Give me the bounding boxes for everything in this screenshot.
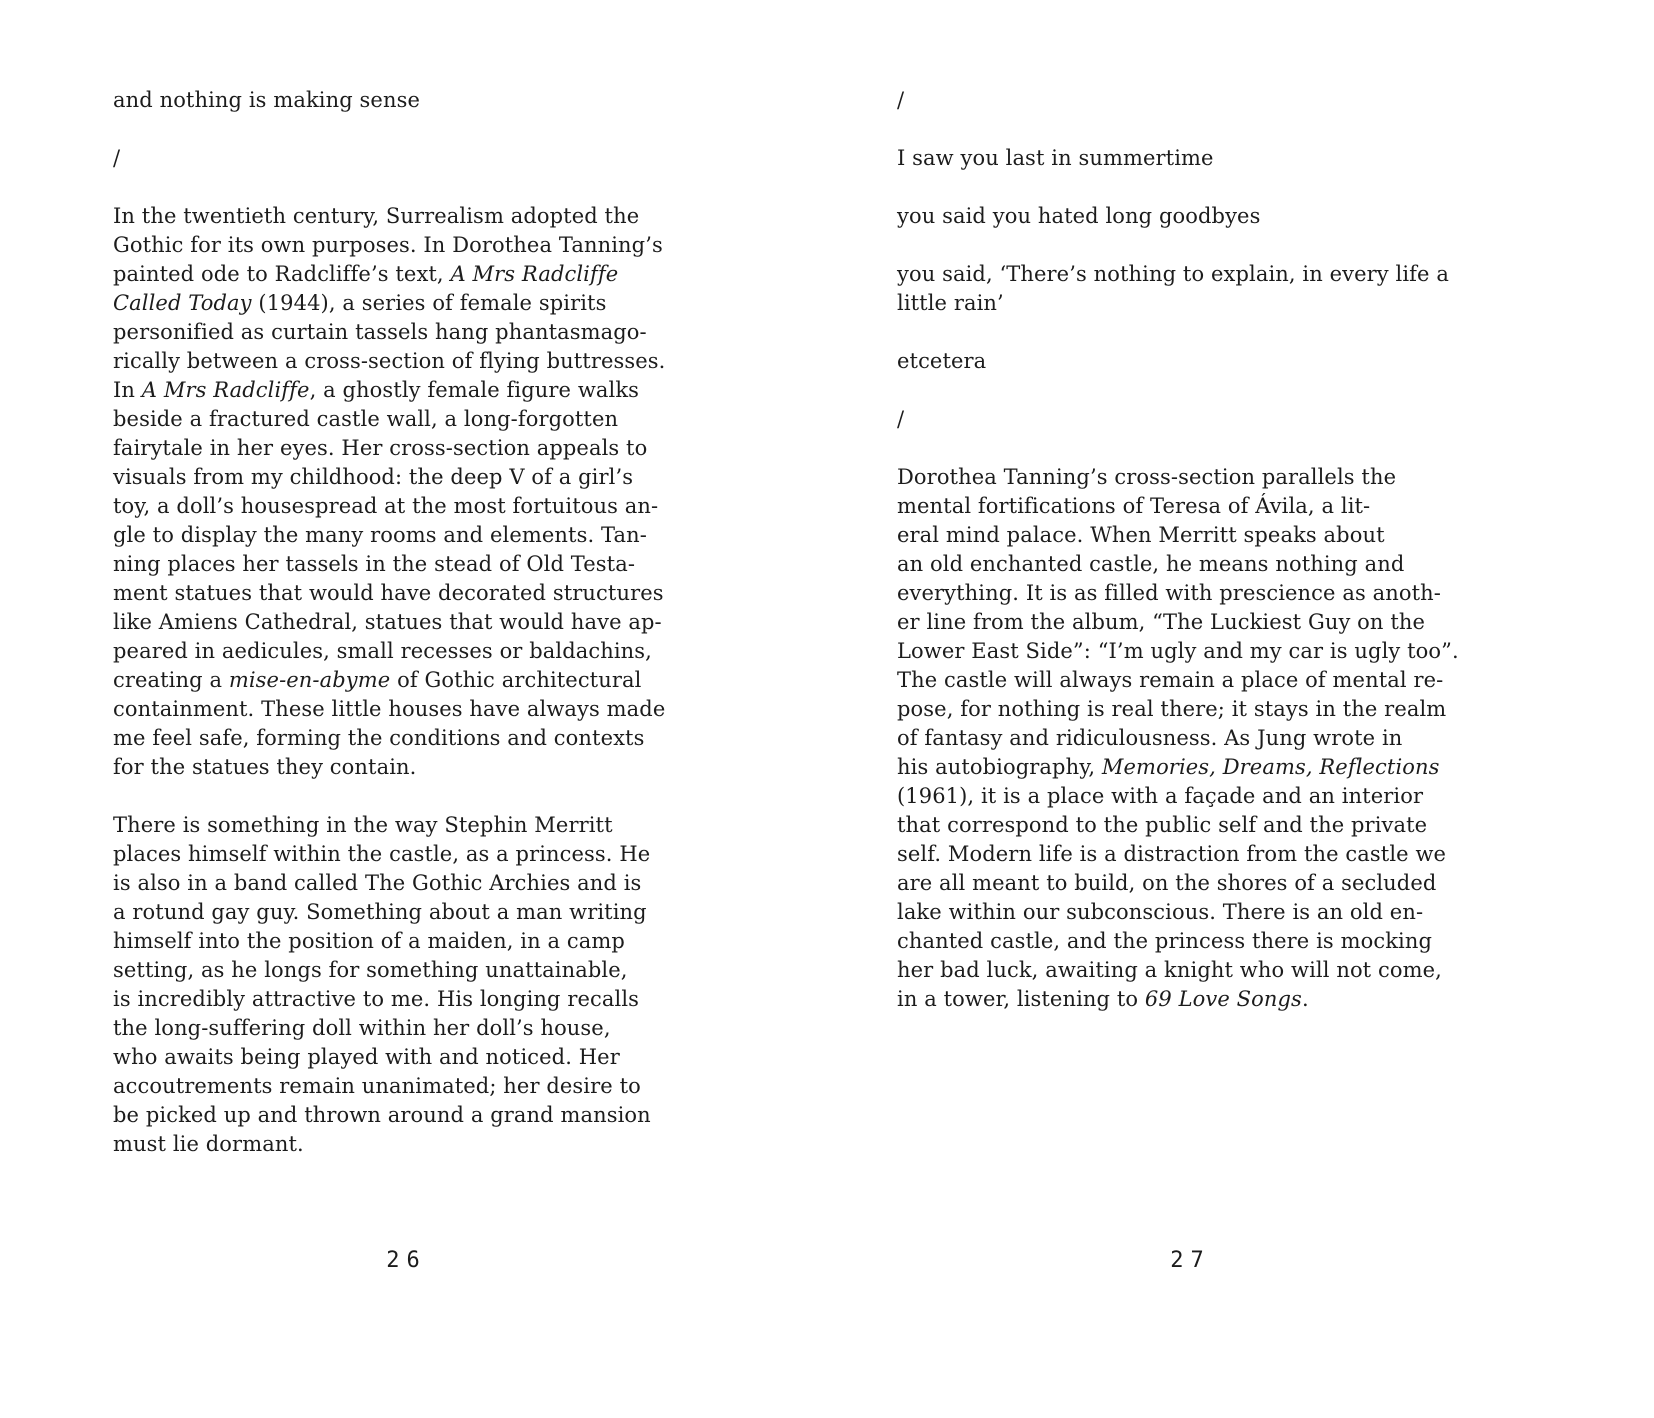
text-line: / <box>113 146 121 170</box>
italic-text: Memories, Dreams, Reflections <box>1101 755 1440 779</box>
text-line: is incredibly attractive to me. His longing recalls <box>113 987 640 1011</box>
text-line: his autobiography, Memories, Dreams, Reflections <box>897 755 1440 779</box>
text-line: Dorothea Tanning’s cross-section parallels the <box>897 465 1397 489</box>
text-line: eral mind palace. When Merritt speaks about <box>897 523 1385 547</box>
paragraph <box>897 463 1477 1014</box>
text-line: I saw you last in summertime <box>897 146 1214 170</box>
text-line: gle to display the many rooms and elements. Tan- <box>113 523 647 547</box>
page-right <box>827 0 1654 1418</box>
text-line: little rain’ <box>897 291 1004 315</box>
text-line: visuals from my childhood: the deep V of a girl’s <box>113 465 634 489</box>
text-line: who awaits being played with and noticed. Her <box>113 1045 620 1069</box>
page-left-text <box>113 86 693 1188</box>
text-line: containment. These little houses have always made <box>113 697 666 721</box>
text-line: There is something in the way Stephin Merritt <box>113 813 613 837</box>
italic-text: A Mrs Radcliffe <box>450 262 619 286</box>
text-line: chanted castle, and the princess there is mocking <box>897 929 1433 953</box>
text-line: creating a mise-en-abyme of Gothic architectural <box>113 668 642 692</box>
text-line: are all meant to build, on the shores of a secluded <box>897 871 1437 895</box>
text-line: is also in a band called The Gothic Archies and is <box>113 871 642 895</box>
text-line: me feel safe, forming the conditions and contexts <box>113 726 645 750</box>
text-line: accoutrements remain unanimated; her desire to <box>113 1074 641 1098</box>
text-line: fairytale in her eyes. Her cross-section appeals to <box>113 436 648 460</box>
text-line: everything. It is as filled with prescience as anoth- <box>897 581 1441 605</box>
text-line: in a tower, listening to 69 Love Songs. <box>897 987 1309 1011</box>
paragraph <box>897 260 1477 318</box>
text-line: you said, ‘There’s nothing to explain, in every life a <box>897 262 1449 286</box>
text-line: Called Today (1944), a series of female spirits <box>113 291 607 315</box>
paragraph <box>113 811 693 1159</box>
text-line: you said you hated long goodbyes <box>897 204 1261 228</box>
text-block <box>897 347 1477 376</box>
text-line: for the statues they contain. <box>113 755 417 779</box>
italic-text: A Mrs Radcliffe <box>141 378 310 402</box>
text-line: and nothing is making sense <box>113 88 420 112</box>
text-block <box>113 144 693 173</box>
italic-text: Called Today <box>113 291 252 315</box>
italic-text: mise-en-abyme <box>228 668 391 692</box>
text-line: an old enchanted castle, he means nothing and <box>897 552 1405 576</box>
text-line: places himself within the castle, as a princess. He <box>113 842 651 866</box>
text-line: rically between a cross-section of flying buttresses. <box>113 349 666 373</box>
text-line: like Amiens Cathedral, statues that would have ap- <box>113 610 662 634</box>
text-block <box>113 86 693 115</box>
text-line: setting, as he longs for something unattainable, <box>113 958 628 982</box>
text-line: lake within our subconscious. There is an old en- <box>897 900 1424 924</box>
text-line: toy, a doll’s housespread at the most fortuitous an- <box>113 494 659 518</box>
text-line: pose, for nothing is real there; it stays in the realm <box>897 697 1447 721</box>
italic-text: 69 Love Songs <box>1144 987 1302 1011</box>
text-line: / <box>897 88 905 112</box>
text-line: that correspond to the public self and the private <box>897 813 1428 837</box>
text-block <box>897 202 1477 231</box>
text-line: ning places her tassels in the stead of Old Testa- <box>113 552 636 576</box>
page-number-left: 26 <box>386 1248 427 1273</box>
text-block <box>897 144 1477 173</box>
page-right-text <box>897 86 1477 1043</box>
paragraph <box>113 202 693 782</box>
text-line: self. Modern life is a distraction from the castle we <box>897 842 1447 866</box>
text-line: her bad luck, awaiting a knight who will not come, <box>897 958 1442 982</box>
text-line: In A Mrs Radcliffe, a ghostly female figure walks <box>113 378 640 402</box>
text-line: painted ode to Radcliffe’s text, A Mrs Radcliffe <box>113 262 619 286</box>
text-line: er line from the album, “The Luckiest Guy on the <box>897 610 1426 634</box>
text-line: be picked up and thrown around a grand mansion <box>113 1103 651 1127</box>
page-number-right: 27 <box>1170 1248 1211 1273</box>
text-line: mental fortifications of Teresa of Ávila, a lit- <box>897 494 1371 518</box>
text-line: ment statues that would have decorated structures <box>113 581 664 605</box>
text-line: must lie dormant. <box>113 1132 304 1156</box>
text-line: the long-suffering doll within her doll’s house, <box>113 1016 611 1040</box>
text-line: In the twentieth century, Surrealism adopted the <box>113 204 640 228</box>
text-block <box>897 405 1477 434</box>
text-line: himself into the position of a maiden, in a camp <box>113 929 625 953</box>
text-line: Gothic for its own purposes. In Dorothea Tanning’s <box>113 233 663 257</box>
text-line: / <box>897 407 905 431</box>
text-line: beside a fractured castle wall, a long-forgotten <box>113 407 619 431</box>
text-line: personified as curtain tassels hang phantasmago- <box>113 320 647 344</box>
text-line: etcetera <box>897 349 987 373</box>
text-line: a rotund gay guy. Something about a man writing <box>113 900 647 924</box>
text-line: peared in aedicules, small recesses or baldachins, <box>113 639 652 663</box>
text-line: Lower East Side”: “I’m ugly and my car is ugly too”. <box>897 639 1459 663</box>
text-line: of fantasy and ridiculousness. As Jung wrote in <box>897 726 1403 750</box>
text-line: (1961), it is a place with a façade and an interior <box>897 784 1424 808</box>
text-line: The castle will always remain a place of mental re- <box>897 668 1444 692</box>
text-block <box>897 86 1477 115</box>
